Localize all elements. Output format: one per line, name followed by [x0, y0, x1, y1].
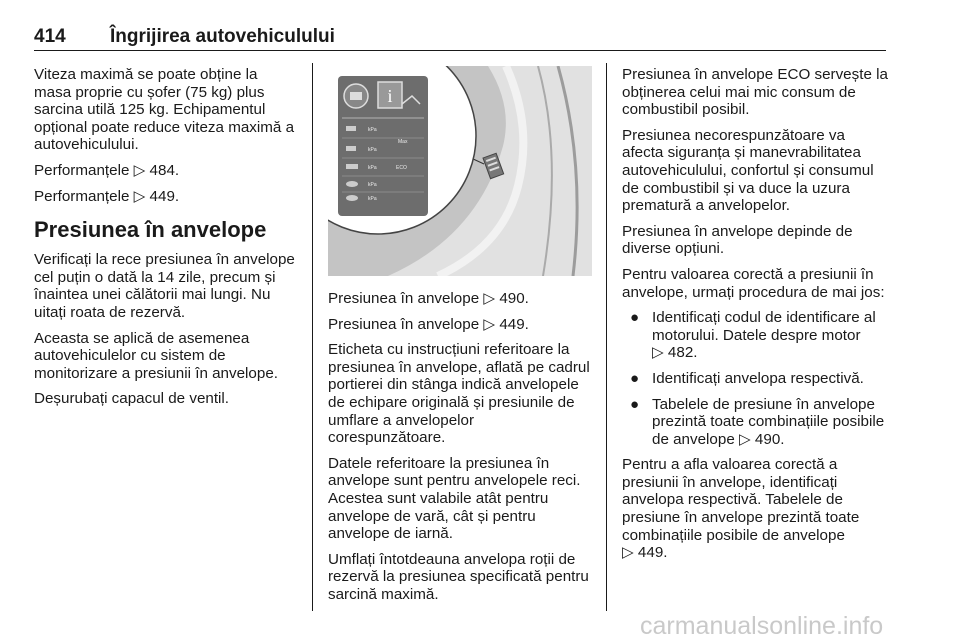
reference-arrow-icon: ▷	[739, 430, 751, 448]
paragraph-procedure: Pentru valoarea corectă a presiunii în anvelope, urmați procedura de mai jos:	[622, 265, 885, 301]
svg-text:kPa: kPa	[368, 165, 377, 171]
page-reference[interactable]: ▷ 484.	[133, 161, 180, 179]
tire-pressure-label-illustration	[328, 66, 592, 276]
reference-arrow-icon: ▷	[652, 344, 664, 362]
paragraph-options: Presiunea în anvelope depinde de diverse opțiuni.	[622, 222, 853, 258]
list-item: ● Identificați anvelopa respectivă.	[630, 369, 864, 387]
bullet-icon: ●	[630, 369, 640, 387]
paragraph-max-speed: Viteza maximă se poate obține la masa proprie cu șofer (75 kg) plus sarcina utilă 125 kg. Echipamentul opțional poate reduce viteza maximă a autovehiculului.	[34, 66, 295, 154]
page-reference[interactable]: ▷ 490.	[739, 430, 785, 448]
paragraph-monitoring: Aceasta se aplică de asemenea autovehiculelor cu sistem de monitorizare a presiunii în anvelope.	[34, 329, 278, 382]
page-reference[interactable]: ▷ 449.	[483, 315, 529, 333]
cross-reference: Performanțele ▷ 484.	[34, 161, 180, 179]
list-item: ● Tabelele de presiune în anvelope prezintă toate combinațiile posibile de anvelope ▷ 490.	[630, 395, 885, 448]
page-title: Îngrijirea autovehiculului	[110, 26, 335, 47]
svg-text:kPa: kPa	[368, 147, 377, 153]
svg-text:ECO: ECO	[396, 165, 407, 171]
reference-arrow-icon: ▷	[133, 161, 146, 179]
procedure-list	[622, 309, 890, 448]
paragraph-eco-pressure: Presiunea în anvelope ECO servește la obținerea celui mai mic consum de combustibil posibil.	[622, 66, 888, 119]
cross-reference: Presiunea în anvelope ▷ 449.	[328, 315, 529, 333]
page-number: 414	[34, 26, 66, 47]
paragraph-spare-wheel: Umflați întotdeauna anvelopa roții de rezervă la presiunea specificată pentru sarcină maximă.	[328, 550, 589, 603]
paragraph-cold-tyres: Datele referitoare la presiunea în anvelope sunt pentru anvelopele reci. Acestea sunt valabile atât pentru anvelope de vară, cât și pentru anvelope de iarnă.	[328, 454, 581, 543]
paragraph-wrong-pressure: Presiunea necorespunzătoare va afecta siguranța și manevrabilitatea autovehiculului, confortul și consumul de combustibil și va duce la uzura prematură a anvelopelor.	[622, 126, 874, 215]
bullet-icon: ●	[630, 395, 640, 413]
paragraph-find-value: Pentru a afla valoarea corectă a presiunii în anvelope, identificați anvelopa respectivă. Tabelele de presiune în anvelope prezintă toate combinațiile posibile de anvelope ▷ 449.	[622, 456, 860, 562]
cross-reference: Presiunea în anvelope ▷ 490.	[328, 290, 529, 307]
paragraph-valve-cap: Deșurubați capacul de ventil.	[34, 390, 230, 408]
svg-text:kPa: kPa	[368, 196, 377, 202]
column-divider-right	[606, 63, 607, 611]
header-divider	[34, 50, 886, 51]
column-divider-left	[312, 63, 313, 611]
page-reference[interactable]: ▷ 482.	[652, 344, 698, 362]
paragraph-label-info: Eticheta cu instrucțiuni referitoare la presiunea în anvelope, aflată pe cadrul portierei din stânga indică anvelopele de echipare originală și presiunile de umflare a anvelopelor corespunzătoare.	[328, 341, 590, 447]
watermark: carmanualsonline.info	[640, 612, 884, 640]
column-middle	[328, 290, 594, 612]
reference-arrow-icon: ▷	[622, 544, 634, 562]
list-item: ● Identificați codul de identificare al motorului. Datele despre motor ▷ 482.	[630, 309, 876, 362]
column-left	[34, 66, 296, 416]
cross-reference: Performanțele ▷ 449.	[34, 187, 180, 205]
page-header	[34, 26, 886, 50]
section-heading: Presiunea în anvelope	[34, 217, 267, 243]
page-reference[interactable]: ▷ 449.	[622, 544, 668, 562]
reference-arrow-icon: ▷	[483, 315, 496, 333]
page-reference[interactable]: ▷ 449.	[133, 187, 180, 205]
svg-text:Max: Max	[398, 139, 408, 145]
reference-arrow-icon: ▷	[133, 187, 146, 205]
paragraph-check-pressure: Verificați la rece presiunea în anvelope cel puțin o dată la 14 zile, precum și înaintea unei călătorii mai lungi. Nu uitați roata de rezervă.	[34, 251, 295, 321]
svg-text:i: i	[387, 86, 393, 106]
svg-text:kPa: kPa	[368, 127, 377, 133]
reference-arrow-icon: ▷	[483, 290, 496, 307]
bullet-icon: ●	[630, 309, 640, 327]
column-right	[622, 66, 890, 570]
page-reference[interactable]: ▷ 490.	[483, 290, 529, 307]
svg-text:kPa: kPa	[368, 182, 377, 188]
